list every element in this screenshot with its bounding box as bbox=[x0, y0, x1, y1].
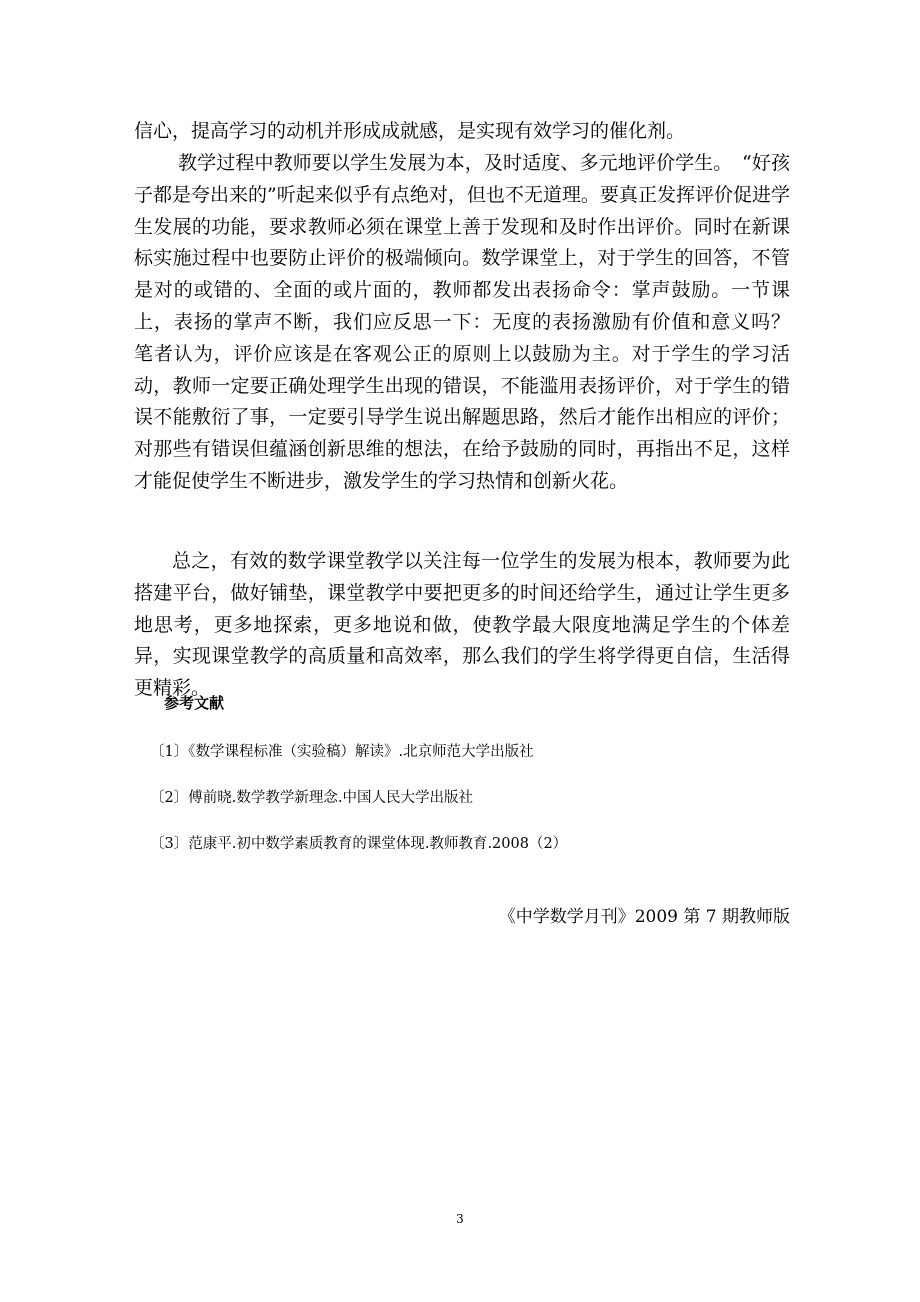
body-paragraph-3: 总之，有效的数学课堂教学以关注每一位学生的发展为根本，教师要为此搭建平台，做好铺垫，课堂教学中要把更多的时间还给学生，通过让学生更多地思考，更多地探索，更多地说和做，使教学最大限度地满足学生的个体差异，实现课堂教学的高质量和高效率，那么我们的学生将学得更自信，生活得更精彩。 bbox=[134, 550, 790, 700]
body-paragraph-1: 信心，提高学习的动机并形成成就感，是实现有效学习的催化剂。 bbox=[134, 120, 686, 142]
source-citation: 《中学数学月刊》2009 第 7 期教师版 bbox=[498, 907, 790, 927]
reference-item-1: 〔1〕《数学课程标准（实验稿）解读》.北京师范大学出版社 bbox=[150, 744, 534, 760]
page-number: 3 bbox=[456, 1212, 464, 1226]
body-paragraph-2: 教学过程中教师要以学生发展为本，及时适度、多元地评价学生。 “好孩子都是夸出来的”听起来似乎有点绝对，但也不无道理。要真正发挥评价促进学生发展的功能，要求教师必须在课堂上善于发现和及时作出评价。同时在新课标实施过程中也要防止评价的极端倾向。数学课堂上，对于学生的回答，不管是对的或错的、全面的或片面的，教师都发出表扬命令：掌声鼓励。一节课上，表扬的掌声不断，我们应反思一下：无度的表扬激励有价值和意义吗？ 笔者认为，评价应该是在客观公正的原则上以鼓励为主。对于学生的学习活动，教师一定要正确处理学生出现的错误，不能滥用表扬评价，对于学生的错误不能敷衍了事，一定要引导学生说出解题思路，然后才能作出相应的评价；对那些有错误但蕴涵创新思维的想法，在给予鼓励的同时，再指出不足，这样才能促使学生不断进步，激发学生的学习热情和创新火花。 bbox=[134, 152, 810, 492]
references-heading: 参考文献 bbox=[164, 694, 225, 712]
reference-item-3: 〔3〕范康平.初中数学素质教育的课堂体现.教师教育.2008（2） bbox=[150, 836, 568, 852]
reference-item-2: 〔2〕傅前晓.数学教学新理念.中国人民大学出版社 bbox=[150, 790, 473, 806]
